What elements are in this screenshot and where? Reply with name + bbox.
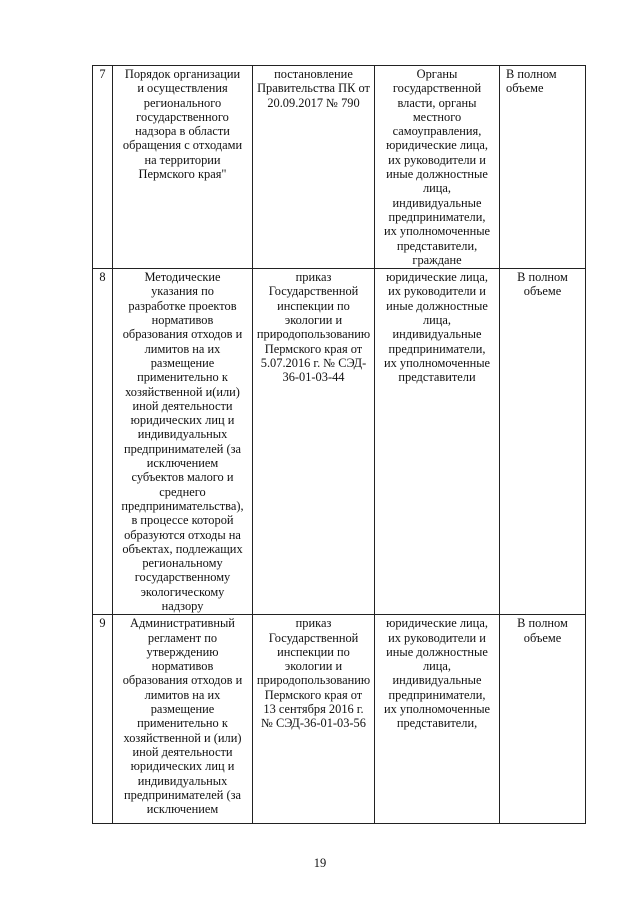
act-title: Порядок организации и осуществления регионального государственного надзора в области обращения с отходами на территории Пермского края": [113, 66, 253, 269]
row-number: 9: [93, 615, 113, 824]
act-subjects: Органы государственной власти, органы местного самоуправления, юридические лица, их руководители и иные должностные лица, индивидуальные предприниматели, их уполномоченные представители, граждане: [375, 66, 500, 269]
act-scope: В полном объеме: [500, 615, 586, 824]
act-title: Методические указания по разработке проектов нормативов образования отходов и лимитов на их размещение применительно к хозяйственной и(или) иной деятельности юридических лиц и индивидуальных предпринимателей (за исключением субъектов малого и среднего предпринимательства), в процессе которой образуются отходы на объектах, подлежащих региональному государственному экологическому надзору: [113, 269, 253, 615]
act-reference: приказ Государственной инспекции по экологии и природопользованию Пермского края от 13 сентября 2016 г. № СЭД-36-01-03-56: [253, 615, 375, 824]
act-scope: В полном объеме: [500, 269, 586, 615]
table-row: [93, 66, 586, 269]
act-reference: постановление Правительства ПК от 20.09.2017 № 790: [253, 66, 375, 269]
legal-acts-table: [92, 65, 586, 824]
act-subjects: юридические лица, их руководители и иные должностные лица, индивидуальные предприниматели, их уполномоченные представители: [375, 269, 500, 615]
act-title: Административный регламент по утверждению нормативов образования отходов и лимитов на их размещение применительно к хозяйственной и (или) иной деятельности юридических лиц и индивидуальных предпринимателей (за исключением: [113, 615, 253, 824]
row-number: 7: [93, 66, 113, 269]
table-row: [93, 615, 586, 824]
act-reference: приказ Государственной инспекции по экологии и природопользованию Пермского края от 5.07.2016 г. № СЭД- 36-01-03-44: [253, 269, 375, 615]
act-subjects: юридические лица, их руководители и иные должностные лица, индивидуальные предприниматели, их уполномоченные представители,: [375, 615, 500, 824]
row-number: 8: [93, 269, 113, 615]
table-row: [93, 269, 586, 615]
page-number: 19: [313, 856, 327, 870]
act-scope: В полном объеме: [500, 66, 586, 269]
